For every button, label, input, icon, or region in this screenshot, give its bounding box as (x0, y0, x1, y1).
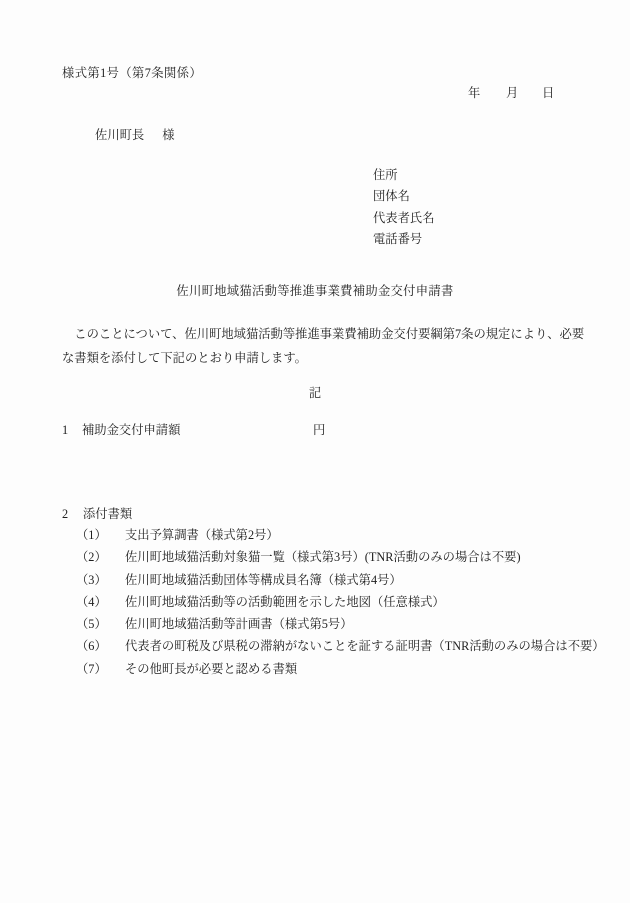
attachment-item (0, 548, 630, 570)
applicant-field-address: 住所 (373, 168, 398, 182)
grant-amount-row (0, 423, 630, 440)
addressee-honorific: 様 (162, 128, 175, 142)
body-line-1: このことについて、佐川町地域猫活動等推進事業費補助金交付要綱第7条の規定により、必要 (74, 327, 585, 341)
yen-unit-label: 円 (313, 423, 326, 437)
date-year-label: 年 (468, 86, 481, 100)
body-paragraph (62, 322, 584, 370)
attachments-heading-row (0, 507, 630, 524)
date-month-label: 月 (506, 86, 519, 100)
attachment-number: （3） (76, 572, 107, 587)
attachment-item (0, 593, 630, 615)
attachment-text: 佐川町地域猫活動対象猫一覧（様式第3号）(TNR活動のみの場合は不要) (125, 550, 521, 565)
attachment-number: （7） (76, 661, 107, 676)
attachment-number: （6） (76, 639, 107, 654)
grant-amount-item-number: 1 (62, 423, 69, 437)
attachments-item-number: 2 (62, 507, 69, 521)
attachment-number: （5） (76, 617, 107, 632)
body-line-2: な書類を添付して下記のとおり申請します。 (62, 351, 307, 365)
attachment-text: 佐川町地域猫活動等計画書（様式第5号） (125, 617, 353, 632)
attachment-text: 支出予算調書（様式第2号） (125, 528, 279, 542)
attachment-item (0, 660, 630, 682)
attachment-number: （1） (76, 528, 107, 542)
addressee-line (95, 128, 175, 143)
applicant-field-phone-number: 電話番号 (373, 231, 423, 246)
record-marker: 記 (308, 386, 322, 400)
attachment-number: （4） (76, 594, 107, 609)
document-title: 佐川町地域猫活動等推進事業費補助金交付申請書 (176, 284, 454, 298)
attachment-item (0, 637, 630, 659)
attachment-item (0, 526, 630, 548)
attachments-list (0, 526, 630, 682)
grant-amount-fill-in-blank (185, 423, 305, 438)
form-number: 様式第1号（第7条関係） (62, 66, 203, 80)
addressee-name: 佐川町長 (95, 128, 145, 142)
grant-amount-label: 補助金交付申請額 (82, 423, 181, 437)
attachment-number: （2） (76, 550, 107, 565)
attachment-text: 代表者の町税及び県税の滞納がないことを証する証明書（TNR活動のみの場合は不要） (125, 639, 605, 654)
attachment-text: 佐川町地域猫活動団体等構成員名簿（様式第4号） (125, 572, 402, 587)
attachment-text: その他町長が必要と認める書類 (125, 661, 298, 676)
attachments-heading-label: 添付書類 (83, 507, 133, 521)
applicant-field-representative-name: 代表者氏名 (373, 210, 435, 225)
applicant-field-group-name: 団体名 (373, 189, 410, 204)
attachment-text: 佐川町地域猫活動等の活動範囲を示した地図（任意様式） (125, 594, 445, 609)
attachment-item (0, 571, 630, 593)
date-day-label: 日 (542, 86, 555, 100)
date-line (0, 86, 630, 102)
applicant-block (373, 165, 435, 250)
attachment-item (0, 615, 630, 637)
